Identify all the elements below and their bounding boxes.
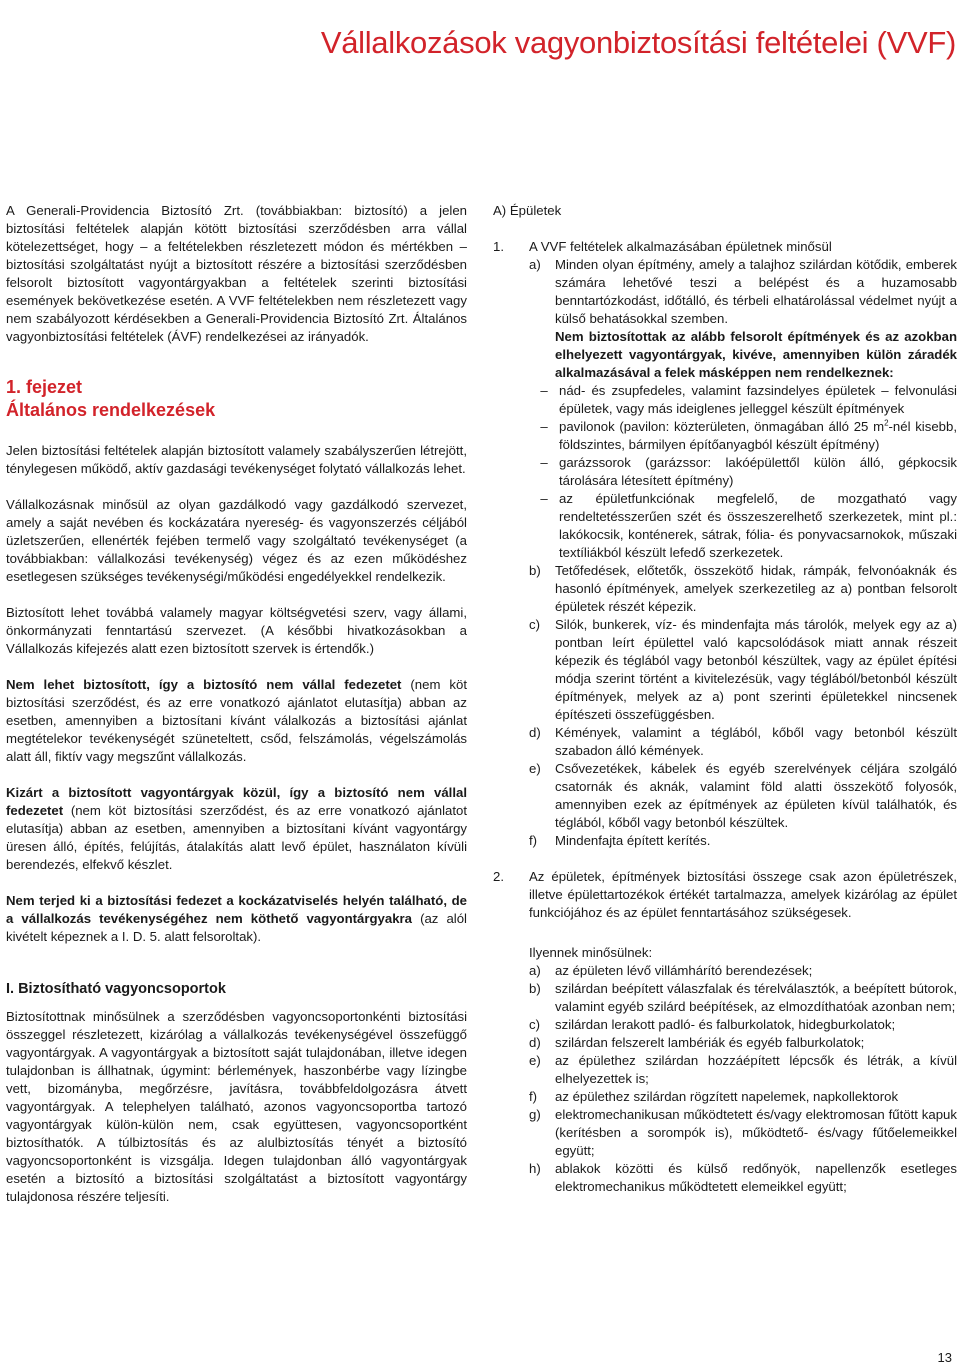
item-label: d) (529, 725, 541, 740)
dash-item (529, 382, 957, 418)
item-text: nád- és zsupfedeles, valamint fazsindelyes épületek – felvonulási épületek, vagy más ideiglenes jelleggel készült építmények (559, 383, 957, 416)
list-intro: Ilyennek minősülnek: (529, 945, 653, 960)
paragraph-2: Vállalkozásnak minősül az olyan gazdálkodó vagy gazdálkodó szervezet, amely a saját nevében és kockázatára nyereség- és vagyonszerzés céljából üzletszerűen, ellenérték fejében termelő vagy szolgáltató tevékenységet (a továbbiakban: vállalkozási tevékenység) végez és az ezen működéshez esetlegesen szükséges tevékenységi/működési engedélyekkel rendelkezik. (6, 497, 467, 584)
sub-item-a (529, 256, 957, 328)
item-text: Kémények, valamint a téglából, kőből vagy betonból készült szabadon álló kémények. (555, 725, 957, 758)
p6-rest: (az alól kivételt képeznek a I. D. 5. alatt felsoroltak). (6, 911, 467, 944)
dash-marker: – (540, 383, 548, 398)
item-text: Minden olyan építmény, amely a talajhoz szilárdan kötődik, emberek számára lehetővé teszi a belépést és a huzamosabb benntartózkodást, időtálló, és térbeli elhatárolással védelmet nyújt a külső behatásokkal szemben. (555, 257, 957, 326)
list-item-2 (493, 868, 957, 922)
list-item: c) szilárdan lerakott padló- és falburkolatok, hidegburkolatok; (529, 1017, 896, 1032)
paragraph-3: Biztosított lehet továbbá valamely magyar költségvetési szerv, vagy állami, önkormányzati fenntartású szervezet. (A későbbi hivatkozásokban a Vállalkozás kifejezés alatt ezen biztosított szervek is értendők.) (6, 605, 467, 656)
item-text: pavilonok (pavilon: közterületen, önmagában álló 25 $m^2$-nél kisebb, földszintes, bármilyen építőanyagból készült építmény) (559, 418, 957, 452)
sub-item-c (529, 616, 957, 724)
item-label: c) (529, 617, 540, 632)
dash-marker: – (540, 419, 548, 434)
section-title: I. Biztosítható vagyoncsoportok (6, 981, 226, 997)
list-item: f) az épülethez szilárdan rögzített napelemek, napkollektorok (529, 1089, 899, 1104)
item-number: 2. (493, 869, 504, 884)
p5-rest: (nem köt biztosítási szerződést, és az erre vonatkozó ajánlatot elutasítja) abban az esetben, amennyiben a biztosítani kívánt vagyontárgy üresen álló, építés, felújítás, átalakítás alatt levő épület, használaton kívüli berendezés, elfekvő készlet. (6, 803, 467, 872)
list-item-1 (493, 238, 957, 256)
item-text: Silók, bunkerek, víz- és mindenfajta más tárolók, melyek egy az a) pontban leírt épülettel való kapcsolódások miatt annak részeit képezik és téglából vagy betonból készültek, vagy az épület építési módja szerint történt a kivitelezésük, vagy téglából/betonból készült építmények, melyek az a) pont szerinti épületekkel nincsenek építészeti összefüggésben. (555, 617, 957, 722)
dash-item (529, 418, 957, 454)
item-text: Mindenfajta épített kerítés. (555, 833, 711, 848)
sub-item-b (529, 562, 957, 616)
list-item: g) elektromechanikusan működtetett és/vagy elektromosan fűtött kapuk (kerítésben a sorompók is), működtető- és/vagy fűtőelemeikkel együtt; (529, 1107, 957, 1158)
dash-marker: – (540, 491, 548, 506)
p6-bold: Nem terjed ki a biztosítási fedezet a kockázatviselés helyén található, de a vállalkozás tevékenységéhez nem köthető vagyontárgyakra (6, 893, 467, 926)
p5-bold: Kizárt a biztosított vagyontárgyak közül, így a biztosító nem vállal fedezetet (6, 785, 467, 818)
item-text: Csővezetékek, kábelek és egyéb szerelvények céljára szolgáló csatornák és aknák, valamint föld alatti összekötő folyosók, amennyiben ezek az építmények az épületen kívül találhatók, és téglából, kőből vagy betonból készültek. (555, 761, 957, 830)
sub-item-f (529, 832, 957, 850)
fixtures-list (493, 962, 957, 1196)
item-number: 1. (493, 239, 504, 254)
item-text: garázssorok (garázssor: lakóépülettől külön álló, gépkocsik tárolására létesített építmény) (559, 455, 957, 488)
item-label: f) (529, 833, 538, 848)
page-title: Vállalkozások vagyonbiztosítási feltételei (VVF) (320, 24, 956, 60)
list-item: d) szilárdan felszerelt lambériák és egyéb falburkolatok; (529, 1035, 865, 1050)
exclusion-heading: Nem biztosítottak az alább felsorolt építmények és az azokban elhelyezett vagyontárgyak, kivéve, amennyiben külön záradék alkalmazásával a felek másképpen nem rendelkeznek: (555, 329, 957, 380)
list-item: e) az épülethez szilárdan hozzáépített lépcsők és létrák, a kívül elhelyezettek is; (529, 1053, 957, 1086)
item-label: a) (529, 257, 541, 272)
sub-item-e (529, 760, 957, 832)
paragraph-5 (6, 784, 467, 874)
item-text: A VVF feltételek alkalmazásában épületnek minősül (529, 239, 832, 254)
dash-marker: – (540, 455, 548, 470)
p4-rest: (nem köt biztosítási szerződést, és az erre vonatkozó ajánlatot elutasítja) abban az esetben, amennyiben a biztosítani kívánt válalkozás a biztosítási ajánlat megtételekor tevékenységét szüneteltett, csőd, felszámolás, végelszámolás alatt áll, fiktív vagy megszűnt vállalkozás. (6, 677, 467, 764)
dash-item (529, 490, 957, 562)
item-label: e) (529, 761, 541, 776)
intro-paragraph: A Generali-Providencia Biztosító Zrt. (továbbiakban: biztosító) a jelen biztosítási feltételek alapján kötött biztosítási szerződésben arra vállal kötelezettséget, hogy – a feltételekben részletezett módon és mértékben – biztosítási szolgáltatást nyújt a biztosított részére a biztosítási szerződésben felsorolt biztosított vagyontárgyakban a feltételek szerinti biztosítási események bekövetkezése esetén. A VVF feltételekben nem részletezett vagy nem szabályozott kérdésekben a Generali-Providencia Biztosító Zrt. Általános vagyonbiztosítási feltételek (ÁVF) rendelkezései az irányadók. (6, 203, 467, 344)
dash-item (529, 454, 957, 490)
paragraph-7: Biztosítottnak minősülnek a szerződésben vagyoncsoportonkénti biztosítási összeggel részletezett, kizárólag a vállalkozás tevékenységével összefüggő vagyontárgyak. A vagyontárgyak a biztosított saját tulajdonában, illetve idegen tulajdonban is állhatnak, úgymint: bérlemények, haszonbérbe vagy lízingbe vett, bizományba, megőrzésre, javításra, továbbfeldolgozásra átvett vagyontárgyak. A telephelyen található, azonos vagyoncsoportba tartozó vagyontárgyak külön-külön nem, csak együttesen, vagyoncsoportként biztosíthatók. A túlbiztosítás és az alulbiztosítás tényét a biztosító vagyoncsoportonként is vizsgálja. Idegen tulajdonban álló vagyontárgyak esetén a biztosító a biztosítási szolgáltatást a biztosított vagyontárgy tulajdonosa részére teljesíti. (6, 1009, 467, 1204)
item-text: az épületfunkciónak megfelelő, de mozgatható vagy rendeltetésszerűen szét és összeszerelhető szerkezetek, mint pl.: lakókocsik, konténerek, sátrak, fólia- és ponyvacsarnokok, műszaki textíliákból készült lefedő szerkezetek. (559, 491, 957, 560)
list-item: b) szilárdan beépített válaszfalak és térelválasztók, a beépített bútorok, valamint egyéb szilárd beépítések, az elmozdíthatóak azonban nem; (529, 981, 957, 1014)
page-number: 13 (937, 1350, 952, 1365)
chapter-number: 1. fejezet (6, 377, 83, 397)
item-text: Tetőfedések, előtetők, összekötő hidak, rámpák, felvonóaknák és hasonló építmények, amelyek szerkezetileg az a) pontban felsorolt épületek részét képezik. (555, 563, 957, 614)
section-heading-buildings: A) Épületek (493, 203, 562, 218)
item-text: Az épületek, építmények biztosítási összege csak azon épületrészek, illetve épülettartozékok értékét tartalmazza, amelyek kizárólag az épület funkciójához és az épület fenntartásához szükségesek. (529, 869, 957, 920)
right-column (493, 202, 957, 1196)
item-label: b) (529, 563, 541, 578)
list-item: h) ablakok közötti és külső redőnyök, napellenzők esetleges elektromechanikus működtetett elemeikkel együtt; (529, 1161, 957, 1194)
paragraph-4 (6, 676, 467, 766)
sub-item-d (529, 724, 957, 760)
p4-bold: Nem lehet biztosított, így a biztosító nem vállal fedezetet (6, 677, 402, 692)
left-column (6, 202, 467, 1206)
paragraph-6 (6, 892, 467, 946)
chapter-title: Általános rendelkezések (6, 400, 216, 420)
paragraph-1: Jelen biztosítási feltételek alapján biztosított valamely szabályszerűen létrejött, ténylegesen működő, aktív gazdasági tevékenységet folytató vállalkozás lehet. (6, 443, 467, 476)
list-item: a) az épületen lévő villámhárító berendezések; (529, 963, 813, 978)
